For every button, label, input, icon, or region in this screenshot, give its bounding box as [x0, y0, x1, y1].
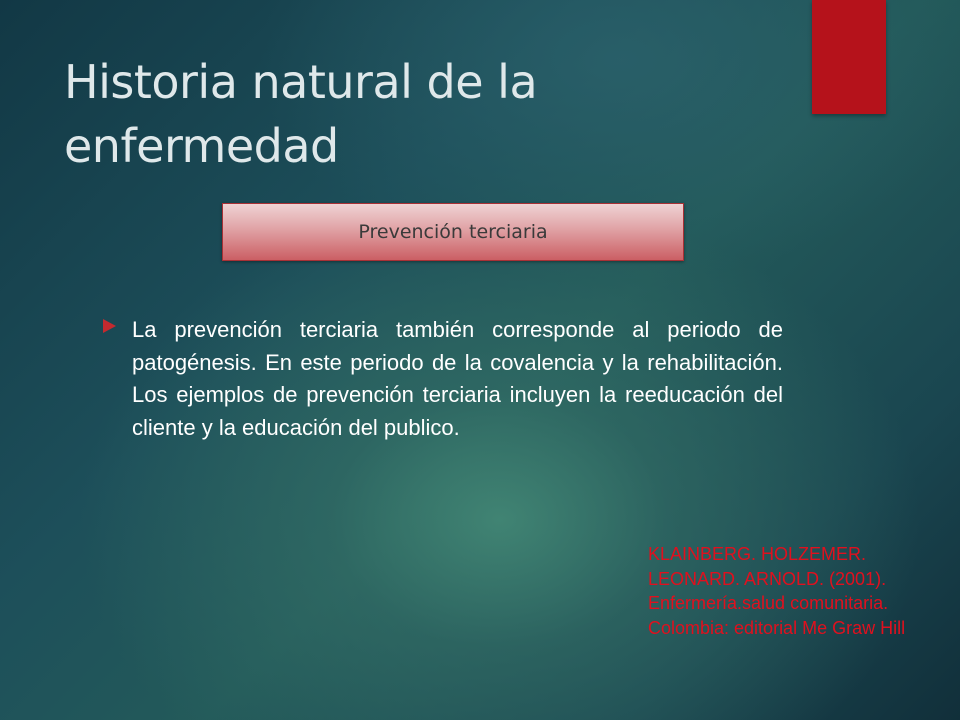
subtitle-label: Prevención terciaria	[358, 221, 548, 243]
red-accent-bar	[812, 0, 886, 114]
bullet-item	[103, 314, 783, 444]
triangle-right-icon	[103, 319, 116, 333]
slide-title: Historia natural de la enfermedad	[64, 55, 538, 173]
bullet-text: La prevención terciaria también corresponde al periodo de patogénesis. En este periodo de la covalencia y la rehabilitación. Los ejemplos de prevención terciaria incluyen la reeducación del cliente y la educación del publico.	[132, 317, 783, 440]
subtitle-banner	[222, 203, 684, 261]
citation-text: KLAINBERG. HOLZEMER. LEONARD. ARNOLD. (2001). Enfermería.salud comunitaria. Colombia: editorial Me Graw Hill	[648, 544, 906, 638]
